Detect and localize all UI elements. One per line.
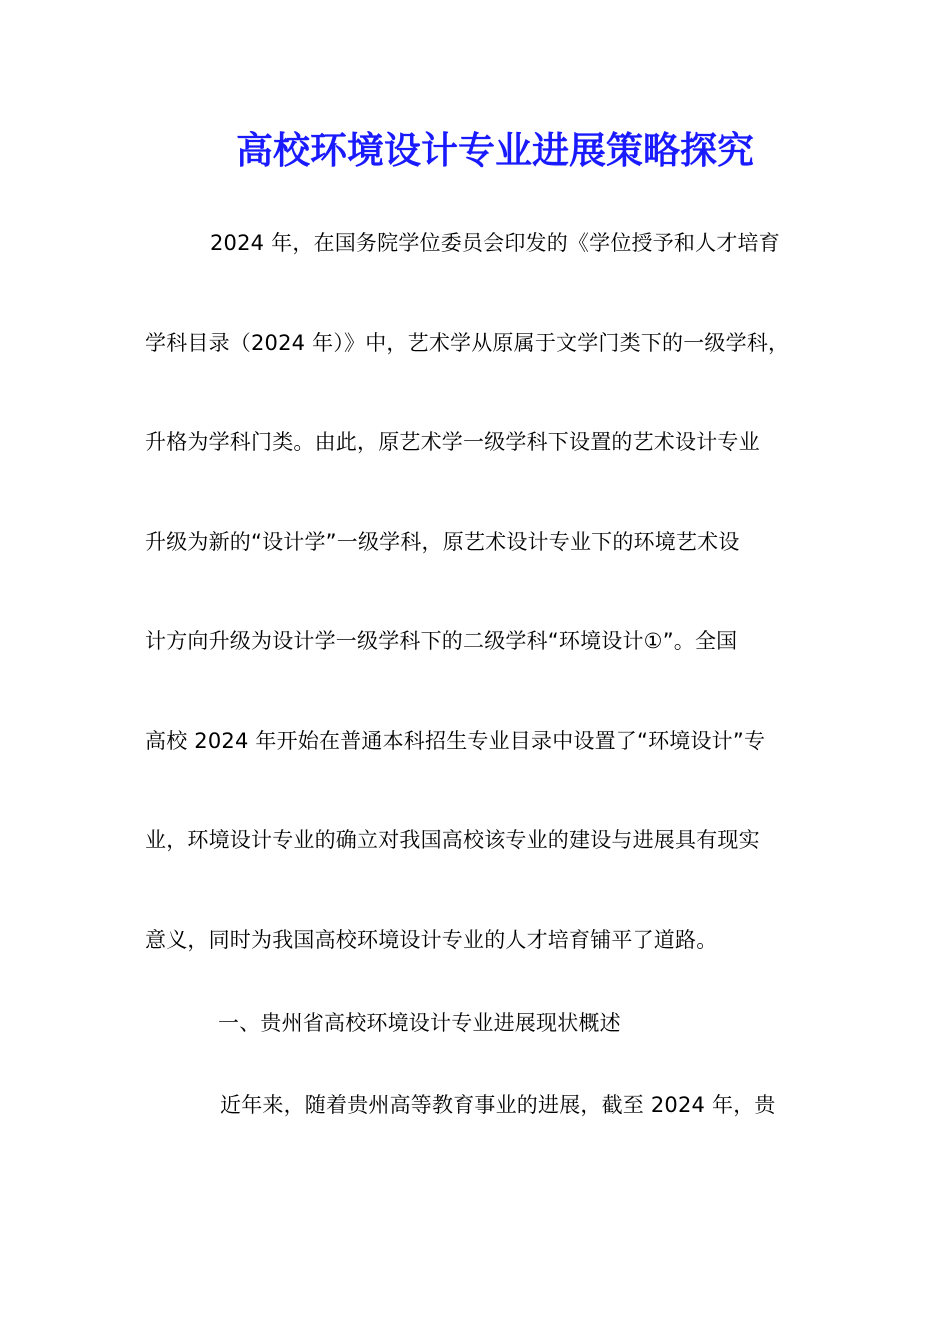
paragraph-line: 意义，同时为我国高校环境设计专业的人才培育铺平了道路。 [145, 928, 718, 952]
paragraph-line: 升格为学科门类。由此，原艺术学一级学科下设置的艺术设计专业 [145, 430, 760, 454]
paragraph-line: 2024 年，在国务院学位委员会印发的《学位授予和人才培育 [210, 231, 780, 255]
paragraph-line: 业，环境设计专业的确立对我国高校该专业的建设与进展具有现实 [145, 828, 760, 852]
section-heading: 一、贵州省高校环境设计专业进展现状概述 [218, 1011, 621, 1035]
paragraph-line: 计方向升级为设计学一级学科下的二级学科“环境设计①”。全国 [145, 629, 738, 653]
paragraph-line: 升级为新的“设计学”一级学科，原艺术设计专业下的环境艺术设 [145, 530, 740, 554]
paragraph-line: 近年来，随着贵州高等教育事业的进展，截至 2024 年，贵 [220, 1093, 776, 1117]
paragraph-line: 高校 2024 年开始在普通本科招生专业目录中设置了“环境设计”专 [145, 729, 766, 753]
paragraph-line: 学科目录（2024 年）》中，艺术学从原属于文学门类下的一级学科， [145, 331, 790, 355]
document-title: 高校环境设计专业进展策略探究 [236, 128, 754, 172]
